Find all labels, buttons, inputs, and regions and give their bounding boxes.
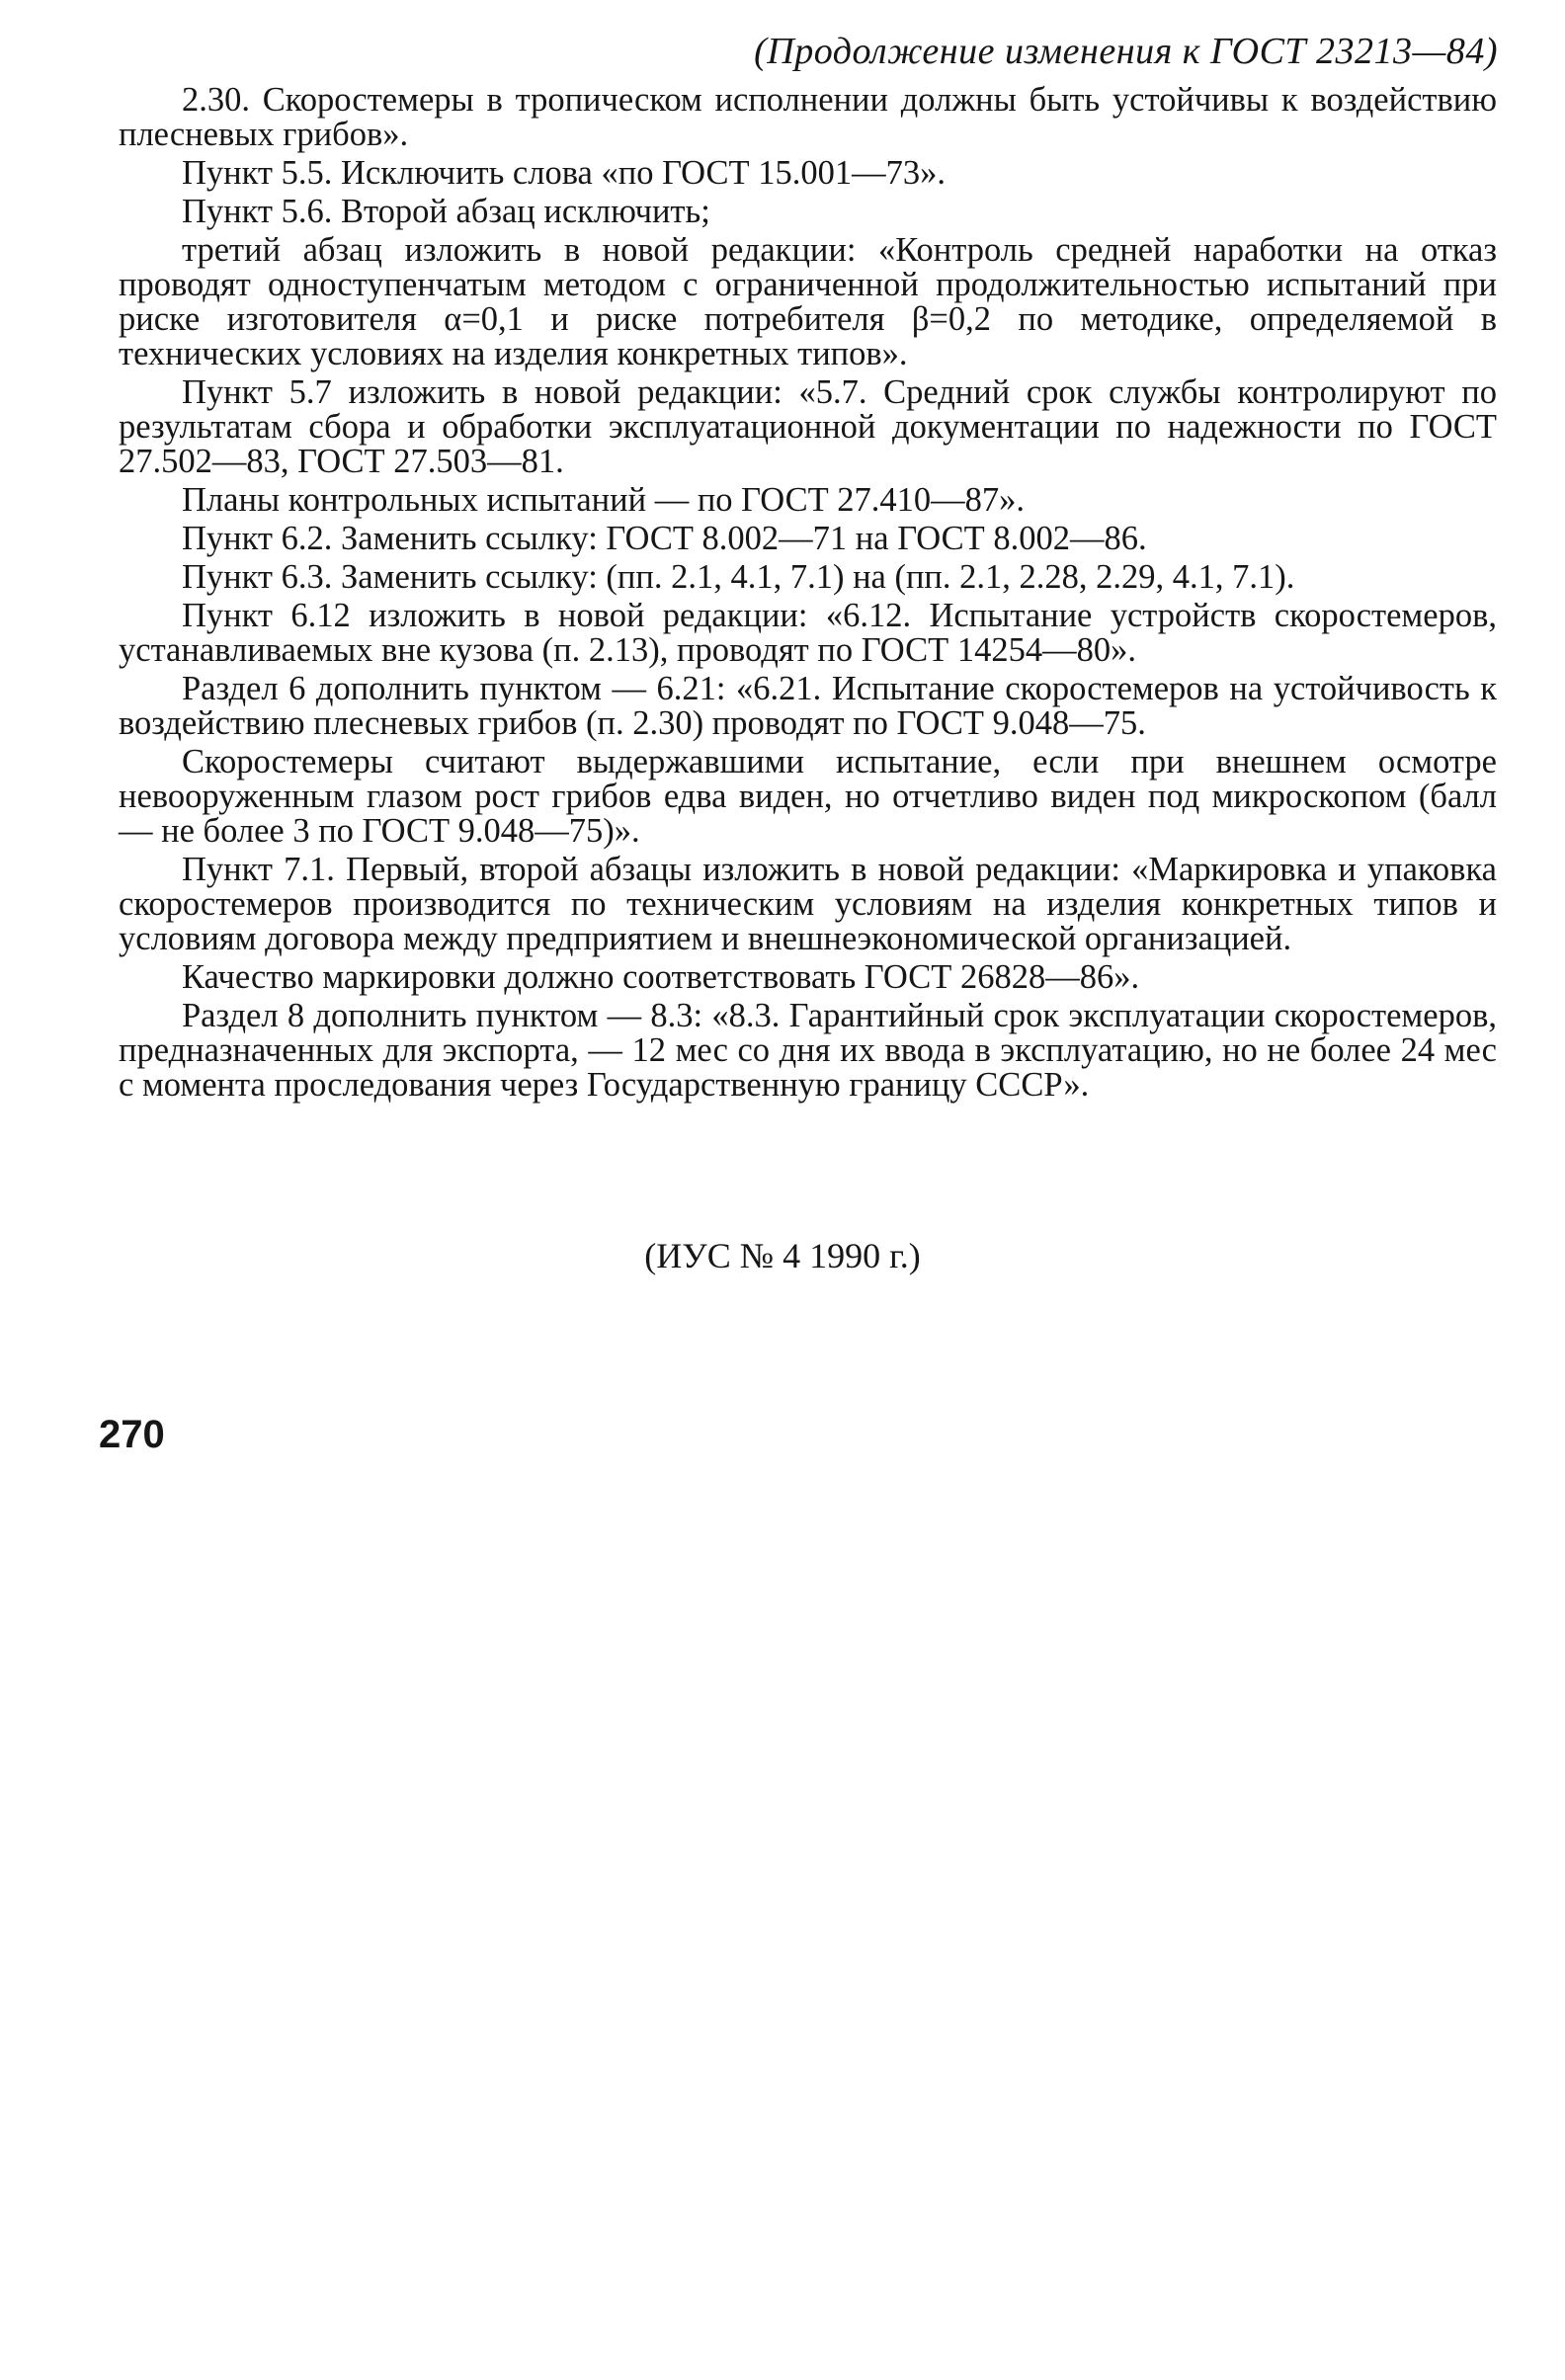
paragraph: Пункт 5.5. Исключить слова «по ГОСТ 15.001—73».: [182, 154, 946, 192]
paragraph: Пункт 5.6. Второй абзац исключить;: [182, 193, 710, 230]
paragraph: Пункт 6.2. Заменить ссылку: ГОСТ 8.002—71 на ГОСТ 8.002—86.: [182, 520, 1147, 557]
paragraph: Качество маркировки должно соответствовать ГОСТ 26828—86».: [182, 958, 1140, 996]
paragraph: Скоростемеры считают выдержавшими испытание, если при внешнем осмотре невооруженным глазом рост грибов едва виден, но отчетливо виден под микроскопом (балл — не более 3 по ГОСТ 9.048—75)».: [119, 743, 1497, 850]
paragraph: третий абзац изложить в новой редакции: «Контроль средней наработки на отказ проводят одноступенчатым методом с ограниченной продолжительностью испытаний при риске изготовителя α=0,1 и риске потребителя β=0,2 по методике, определяемой в технических условиях на изделия конкретных типов».: [119, 231, 1497, 372]
page-number: 270: [99, 1413, 165, 1456]
paragraph: Раздел 8 дополнить пунктом — 8.3: «8.3. Гарантийный срок эксплуатации скоростемеров, предназначенных для экспорта, — 12 мес со дня их ввода в эксплуатацию, но не более 24 мес с момента проследования через Государственную границу СССР».: [119, 997, 1497, 1104]
paragraph: Планы контрольных испытаний — по ГОСТ 27.410—87».: [182, 481, 1026, 519]
paragraph: Пункт 7.1. Первый, второй абзацы изложить в новой редакции: «Маркировка и упаковка скоростемеров производится по техническим условиям на изделия конкретных типов и условиям договора между предприятием и внешнеэкономической организацией.: [119, 851, 1497, 957]
paragraph: 2.30. Скоростемеры в тропическом исполнении должны быть устойчивы к воздействию плесневых грибов».: [119, 81, 1497, 153]
paragraph: Пункт 5.7 изложить в новой редакции: «5.7. Средний срок службы контролируют по результатам сбора и обработки эксплуатационной документации по надежности по ГОСТ 27.502—83, ГОСТ 27.503—81.: [119, 373, 1497, 480]
page-header: (Продолжение изменения к ГОСТ 23213—84): [754, 31, 1498, 72]
paragraph: Пункт 6.3. Заменить ссылку: (пп. 2.1, 4.1, 7.1) на (пп. 2.1, 2.28, 2.29, 4.1, 7.1).: [182, 558, 1295, 596]
paragraph: Пункт 6.12 изложить в новой редакции: «6.12. Испытание устройств скоростемеров, устанавливаемых вне кузова (п. 2.13), проводят по ГОСТ 14254—80».: [119, 597, 1497, 669]
document-body: [119, 83, 1497, 1103]
source-reference: (ИУС № 4 1990 г.): [644, 1236, 921, 1275]
paragraph: Раздел 6 дополнить пунктом — 6.21: «6.21. Испытание скоростемеров на устойчивость к воздействию плесневых грибов (п. 2.30) проводят по ГОСТ 9.048—75.: [119, 670, 1497, 742]
